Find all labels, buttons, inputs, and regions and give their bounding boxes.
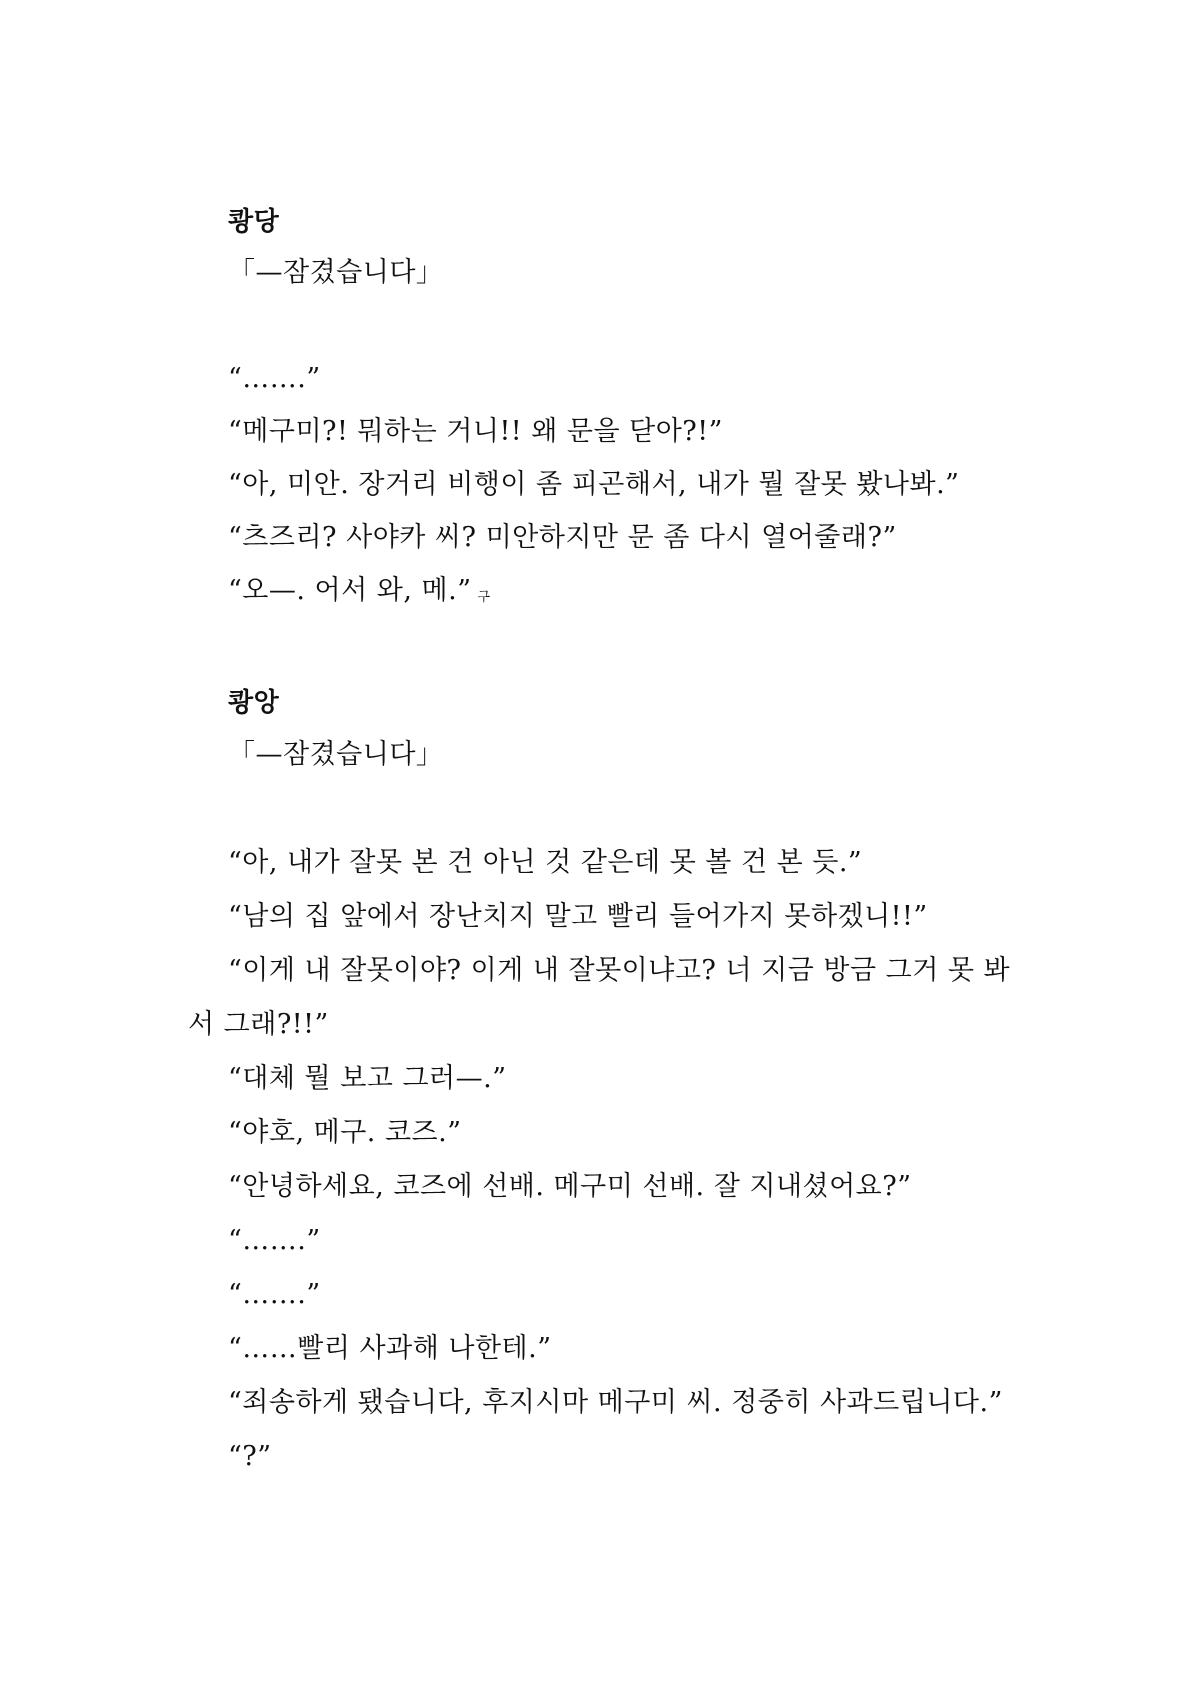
dialogue-line: “…….”	[228, 363, 321, 394]
dialogue-line-continued: 서 그래?!!”	[188, 1009, 329, 1040]
sound-effect-1: 쾅당	[228, 207, 280, 237]
announcement-1: 「—잠겼습니다」	[228, 257, 444, 288]
footnote-mark: 구	[477, 590, 491, 605]
dialogue-line: “?”	[228, 1441, 272, 1472]
dialogue-line: “…….”	[228, 1279, 321, 1310]
dialogue-line: “안녕하세요, 코즈에 선배. 메구미 선배. 잘 지내셨어요?”	[228, 1171, 912, 1202]
dialogue-line: “츠즈리? 사야카 씨? 미안하지만 문 좀 다시 열어줄래?”	[228, 522, 897, 553]
dialogue-line: “…….”	[228, 1225, 321, 1256]
dialogue-line: “이게 내 잘못이야? 이게 내 잘못이냐고? 너 지금 방금 그거 못 봐	[228, 955, 1011, 986]
dialogue-line: “야호, 메구. 코즈.”	[228, 1117, 462, 1148]
dialogue-line: “죄송하게 됐습니다, 후지시마 메구미 씨. 정중히 사과드립니다.”	[228, 1387, 1003, 1418]
dialogue-text: “오—. 어서 와, 메.”	[228, 575, 472, 606]
dialogue-line: “……빨리 사과해 나한테.”	[228, 1333, 552, 1364]
dialogue-line	[228, 573, 491, 616]
dialogue-line: “아, 미안. 장거리 비행이 좀 피곤해서, 내가 뭘 잘못 봤나봐.”	[228, 469, 960, 500]
dialogue-line: “메구미?! 뭐하는 거니!! 왜 문을 닫아?!”	[228, 416, 723, 447]
announcement-2: 「—잠겼습니다」	[228, 739, 444, 770]
dialogue-line: “아, 내가 잘못 본 건 아닌 것 같은데 못 볼 건 본 듯.”	[228, 847, 863, 878]
sound-effect-2: 쾅앙	[228, 688, 280, 718]
dialogue-line: “대체 뭘 보고 그러—.”	[228, 1063, 507, 1094]
dialogue-line: “남의 집 앞에서 장난치지 말고 빨리 들어가지 못하겠니!!”	[228, 901, 928, 932]
